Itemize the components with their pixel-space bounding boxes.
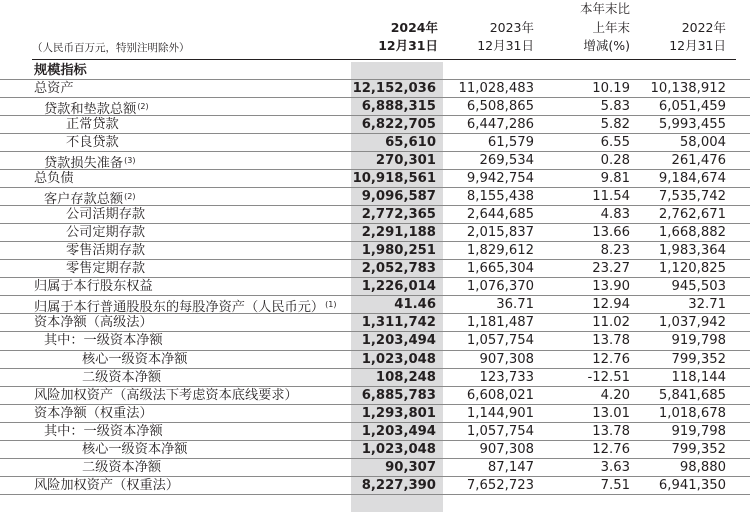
value-2024: 2,291,188 <box>361 225 436 241</box>
unit-note: （人民币百万元，特别注明除外） <box>32 42 190 54</box>
value-2024: 90,307 <box>385 459 436 475</box>
value-2023: 1,829,612 <box>466 243 534 259</box>
row-label-text: 风险加权资产（权重法） <box>34 477 180 493</box>
value-2023: 11,028,483 <box>458 81 534 97</box>
value-2024: 65,610 <box>385 135 436 151</box>
value-2024: 8,227,390 <box>361 477 436 493</box>
value-2024: 1,023,048 <box>361 351 436 367</box>
row-label <box>34 62 87 80</box>
row-label <box>66 116 119 134</box>
table-row <box>0 459 750 477</box>
value-2022: 58,004 <box>679 135 726 151</box>
value-2022: 261,476 <box>671 153 726 169</box>
row-label-text: 规模指标 <box>34 63 87 78</box>
table-row <box>0 405 750 423</box>
table-body <box>0 62 750 495</box>
value-2023: 1,181,487 <box>466 315 534 331</box>
value-change-pct: 13.90 <box>592 279 630 295</box>
row-label-text: 归属于本行股东权益 <box>34 279 153 295</box>
footnote-marker: (2) <box>124 192 136 202</box>
table-row <box>0 477 750 495</box>
table-header <box>0 0 750 58</box>
row-label <box>66 134 119 152</box>
value-change-pct: 12.76 <box>592 441 630 457</box>
value-2024: 1,023,048 <box>361 441 436 457</box>
section-heading-row <box>0 62 750 80</box>
value-2022: 5,841,685 <box>658 387 726 403</box>
table-row <box>0 242 750 260</box>
value-2024: 1,980,251 <box>361 243 436 259</box>
value-2023: 269,534 <box>479 153 534 169</box>
row-label <box>34 314 153 332</box>
header-2022-date: 12月31日 <box>669 38 726 53</box>
value-change-pct: 7.51 <box>600 477 630 493</box>
row-label <box>82 369 161 387</box>
value-2022: 6,051,459 <box>658 99 726 115</box>
value-change-pct: 4.83 <box>600 207 630 223</box>
row-label-text: 公司活期存款 <box>66 207 146 223</box>
table-row <box>0 152 750 170</box>
row-label-text: 核心一级资本净额 <box>82 441 188 457</box>
header-2023-date: 12月31日 <box>477 38 534 53</box>
value-2022: 1,668,882 <box>658 225 726 241</box>
table-row <box>0 296 750 314</box>
row-label-text: 零售活期存款 <box>66 243 146 259</box>
value-2024: 1,293,801 <box>361 405 436 421</box>
value-2024: 1,311,742 <box>361 315 436 331</box>
table-row <box>0 351 750 369</box>
value-2023: 1,076,370 <box>466 279 534 295</box>
value-change-pct: -12.51 <box>587 369 630 385</box>
row-label-text: 二级资本净额 <box>82 369 162 385</box>
value-change-pct: 5.82 <box>600 117 630 133</box>
value-2024: 9,096,587 <box>361 189 436 205</box>
row-label <box>34 387 298 405</box>
row-label <box>66 224 145 242</box>
value-2023: 1,057,754 <box>466 423 534 439</box>
row-label <box>44 423 163 441</box>
header-2024-date: 12月31日 <box>378 38 438 53</box>
header-2024-year: 2024年 <box>390 20 438 35</box>
table-row <box>0 116 750 134</box>
table-row <box>0 332 750 350</box>
header-change-line2: 上年末 <box>592 20 630 35</box>
row-label <box>34 170 74 188</box>
value-2024: 12,152,036 <box>352 81 436 97</box>
value-change-pct: 0.28 <box>600 153 630 169</box>
value-2022: 1,018,678 <box>658 405 726 421</box>
footnote-marker: (1) <box>325 300 337 310</box>
value-change-pct: 13.66 <box>592 225 630 241</box>
row-label-text: 其中：一级资本净额 <box>44 423 163 439</box>
value-2022: 10,138,912 <box>650 81 726 97</box>
row-label-text: 公司定期存款 <box>66 225 146 241</box>
value-2023: 8,155,438 <box>466 189 534 205</box>
row-label-text: 正常贷款 <box>66 117 119 133</box>
value-2024: 10,918,561 <box>352 171 436 187</box>
value-change-pct: 4.20 <box>600 387 630 403</box>
row-label <box>66 260 145 278</box>
value-change-pct: 3.63 <box>600 459 630 475</box>
header-2023-year: 2023年 <box>489 20 534 35</box>
row-label <box>34 477 179 495</box>
row-label-text: 归属于本行普通股股东的每股净资产（人民币元） <box>34 300 325 316</box>
value-change-pct: 5.83 <box>600 99 630 115</box>
table-row <box>0 278 750 296</box>
value-2024: 6,822,705 <box>361 117 436 133</box>
value-2023: 6,608,021 <box>466 387 534 403</box>
row-label <box>82 459 161 477</box>
row-label-text: 资本净额（高级法） <box>34 315 153 331</box>
row-label <box>34 405 153 423</box>
value-2024: 1,226,014 <box>361 279 436 295</box>
value-2022: 799,352 <box>671 441 726 457</box>
value-2023: 907,308 <box>479 441 534 457</box>
row-label-text: 贷款和垫款总额 <box>44 102 137 118</box>
footnote-marker: (2) <box>137 102 149 112</box>
value-2024: 1,203,494 <box>361 333 436 349</box>
row-label <box>82 351 188 369</box>
value-2024: 108,248 <box>375 369 436 385</box>
value-2023: 1,057,754 <box>466 333 534 349</box>
table-row <box>0 80 750 98</box>
value-change-pct: 6.55 <box>600 135 630 151</box>
value-2024: 2,772,365 <box>361 207 436 223</box>
header-divider <box>32 59 736 60</box>
value-2022: 98,880 <box>679 459 726 475</box>
value-2023: 2,644,685 <box>466 207 534 223</box>
value-2022: 1,120,825 <box>658 261 726 277</box>
value-2022: 919,798 <box>671 423 726 439</box>
value-2023: 2,015,837 <box>466 225 534 241</box>
value-change-pct: 11.54 <box>592 189 630 205</box>
header-change-line3: 增减(%) <box>583 38 630 53</box>
row-label-text: 客户存款总额 <box>44 192 124 208</box>
table-row <box>0 441 750 459</box>
row-label-text: 总负债 <box>34 171 74 187</box>
row-label-text: 不良贷款 <box>66 135 119 151</box>
value-2022: 1,037,942 <box>658 315 726 331</box>
value-change-pct: 12.76 <box>592 351 630 367</box>
header-change-line1: 本年末比 <box>579 1 630 16</box>
header-2022-year: 2022年 <box>681 20 726 35</box>
value-change-pct: 10.19 <box>592 81 630 97</box>
value-change-pct: 9.81 <box>600 171 630 187</box>
table-row <box>0 188 750 206</box>
row-label-text: 贷款损失准备 <box>44 156 124 172</box>
table-row <box>0 224 750 242</box>
value-2022: 118,144 <box>671 369 726 385</box>
value-2022: 799,352 <box>671 351 726 367</box>
value-2023: 123,733 <box>479 369 534 385</box>
table-row <box>0 206 750 224</box>
table-row <box>0 314 750 332</box>
value-2022: 7,535,742 <box>658 189 726 205</box>
value-2024: 1,203,494 <box>361 423 436 439</box>
value-change-pct: 13.01 <box>592 405 630 421</box>
table-row <box>0 170 750 188</box>
row-label-text: 核心一级资本净额 <box>82 351 188 367</box>
row-label <box>34 278 153 296</box>
value-2022: 5,993,455 <box>658 117 726 133</box>
row-label <box>66 242 145 260</box>
value-change-pct: 13.78 <box>592 333 630 349</box>
value-2022: 9,184,674 <box>658 171 726 187</box>
row-label <box>66 206 145 224</box>
value-2024: 2,052,783 <box>361 261 436 277</box>
value-change-pct: 8.23 <box>600 243 630 259</box>
value-2023: 6,447,286 <box>466 117 534 133</box>
row-label-text: 总资产 <box>34 81 74 97</box>
row-label-text: 资本净额（权重法） <box>34 405 153 421</box>
value-2023: 87,147 <box>487 459 534 475</box>
value-2024: 6,885,783 <box>361 387 436 403</box>
row-label <box>82 441 188 459</box>
value-change-pct: 11.02 <box>592 315 630 331</box>
table-row <box>0 260 750 278</box>
value-2023: 6,508,865 <box>466 99 534 115</box>
value-change-pct: 23.27 <box>592 261 630 277</box>
value-2022: 1,983,364 <box>658 243 726 259</box>
value-2022: 32.71 <box>688 297 726 313</box>
value-2023: 9,942,754 <box>466 171 534 187</box>
table-row <box>0 134 750 152</box>
value-2022: 945,503 <box>671 279 726 295</box>
value-2023: 907,308 <box>479 351 534 367</box>
value-2023: 36.71 <box>496 297 534 313</box>
value-2022: 6,941,350 <box>658 477 726 493</box>
table-row <box>0 98 750 116</box>
row-label-text: 其中：一级资本净额 <box>44 333 163 349</box>
row-label-text: 零售定期存款 <box>66 261 146 277</box>
value-2023: 1,665,304 <box>466 261 534 277</box>
value-2022: 2,762,671 <box>658 207 726 223</box>
value-2024: 6,888,315 <box>361 99 436 115</box>
row-label-text: 二级资本净额 <box>82 459 162 475</box>
value-2023: 1,144,901 <box>466 405 534 421</box>
value-2024: 41.46 <box>394 297 436 313</box>
value-2023: 7,652,723 <box>466 477 534 493</box>
value-2022: 919,798 <box>671 333 726 349</box>
footnote-marker: (3) <box>124 156 136 166</box>
value-2024: 270,301 <box>375 153 436 169</box>
row-label-text: 风险加权资产（高级法下考虑资本底线要求） <box>34 387 298 403</box>
table-row <box>0 369 750 387</box>
row-label <box>34 80 74 98</box>
value-change-pct: 12.94 <box>592 297 630 313</box>
row-label <box>44 332 163 350</box>
value-2023: 61,579 <box>487 135 534 151</box>
table-row <box>0 423 750 441</box>
table-row <box>0 387 750 405</box>
value-change-pct: 13.78 <box>592 423 630 439</box>
